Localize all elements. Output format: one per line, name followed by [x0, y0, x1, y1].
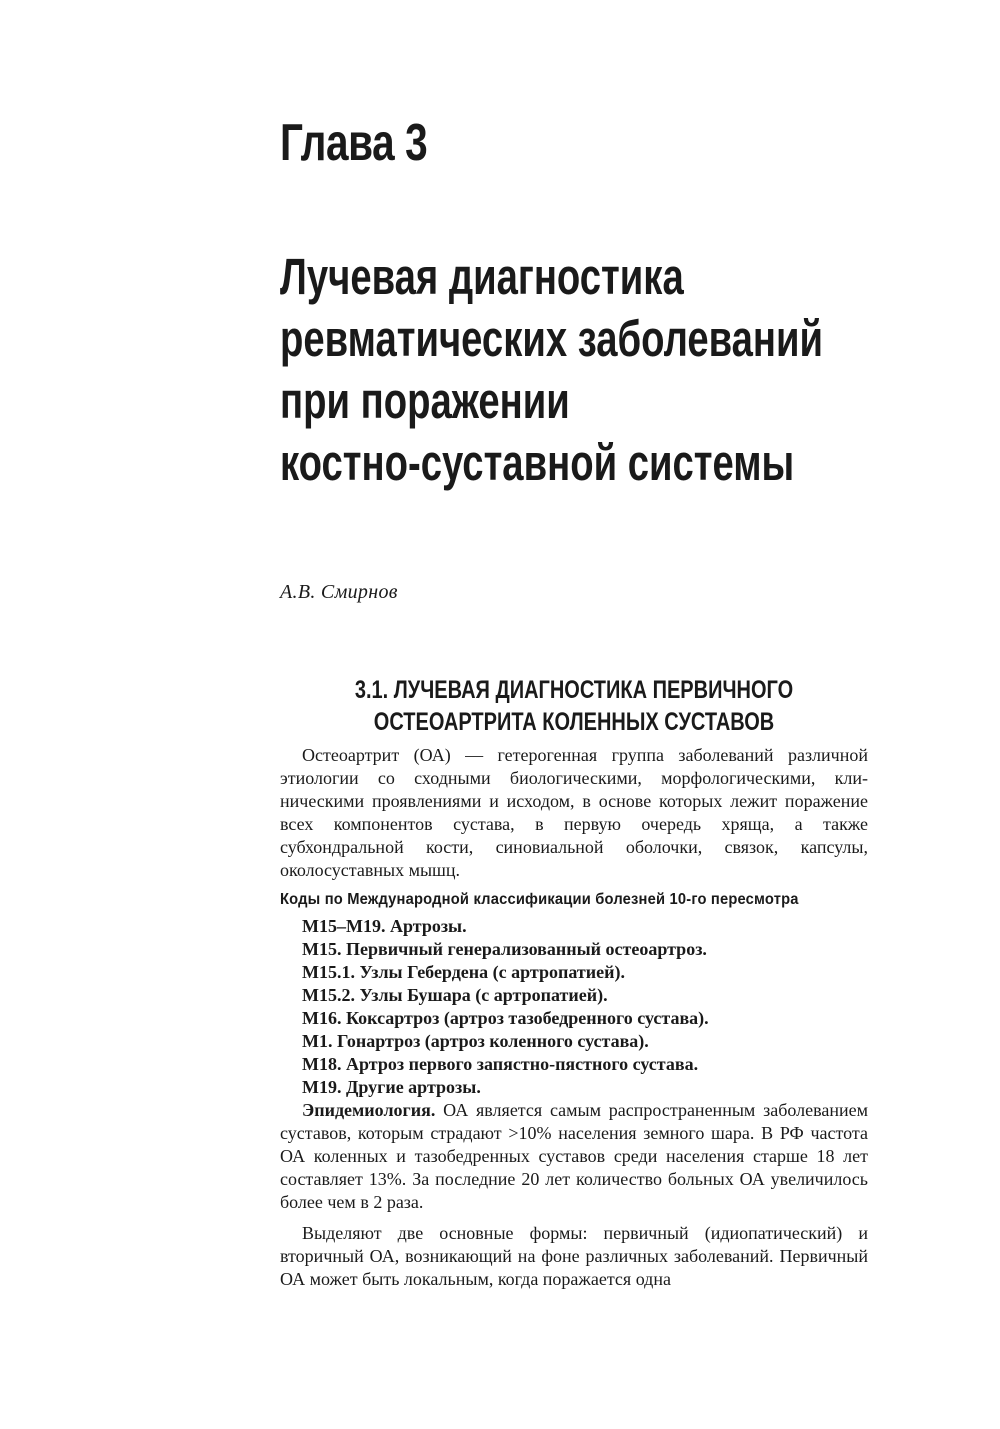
icd-code-item: М19. Другие артрозы.	[302, 1076, 481, 1097]
chapter-title-line: при поражении	[280, 372, 570, 429]
chapter-title-line: костно-суставной системы	[280, 434, 795, 491]
forms-paragraph: Выделяют две основные формы: первичный (идиопатический) и вторичный ОА, возникающий на фоне различных заболеваний. Первичный ОА может быть локальным, когда поражается одна	[280, 1223, 868, 1290]
icd-code-item: М15.2. Узлы Бушара (с артропатией).	[302, 984, 608, 1005]
intro-paragraph: Остеоартрит (ОА) — гетерогенная группа заболеваний различной этиологии со сходными биологическими, морфологическими, клиническими проявлениями и исходом, в основе которых лежит поражение всех компонентов сустава, в первую очередь хряща, а также субхондральной кости, синовиальной оболочки, связок, капсулы, околосуставных мышц.	[280, 745, 868, 881]
icd-codes-heading: Коды по Международной классификации болезней 10-го пересмотра	[280, 890, 799, 908]
section-title-line: 3.1. ЛУЧЕВАЯ ДИАГНОСТИКА ПЕРВИЧНОГО	[354, 676, 794, 704]
icd-code-item: М1. Гонартроз (артроз коленного сустава).	[302, 1030, 649, 1051]
epidemiology-paragraph	[280, 1099, 868, 1214]
chapter-label: Глава 3	[280, 114, 428, 172]
body-text	[280, 744, 868, 1291]
icd-code-item: М15–М19. Артрозы.	[302, 915, 467, 936]
section-title-line: ОСТЕОАРТРИТА КОЛЕННЫХ СУСТАВОВ	[373, 708, 775, 736]
epidemiology-text: ОА является самым распространенным заболеванием суставов, которым страдают >10% населения земного шара. В РФ частота ОА коленных и тазобедренных суставов среди населения старше 18 лет составляет 13%. За последние 20 лет количество больных ОА увеличилось более чем в 2 раза.	[280, 1099, 868, 1212]
icd-code-item: М16. Коксартроз (артроз тазобедренного сустава).	[302, 1007, 709, 1028]
icd-codes-list	[280, 915, 868, 1099]
icd-code-item: М18. Артроз первого запястно-пястного сустава.	[302, 1053, 699, 1074]
author-name: А.В. Смирнов	[280, 581, 398, 603]
section-title	[280, 674, 868, 738]
chapter-title-line: Лучевая диагностика	[280, 248, 684, 305]
chapter-title	[280, 246, 823, 494]
icd-code-item: М15. Первичный генерализованный остеоартроз.	[302, 938, 707, 959]
epidemiology-label: Эпидемиология.	[302, 1099, 436, 1120]
icd-code-item: М15.1. Узлы Гебердена (с артропатией).	[302, 961, 625, 982]
chapter-title-line: ревматических заболеваний	[280, 310, 824, 367]
